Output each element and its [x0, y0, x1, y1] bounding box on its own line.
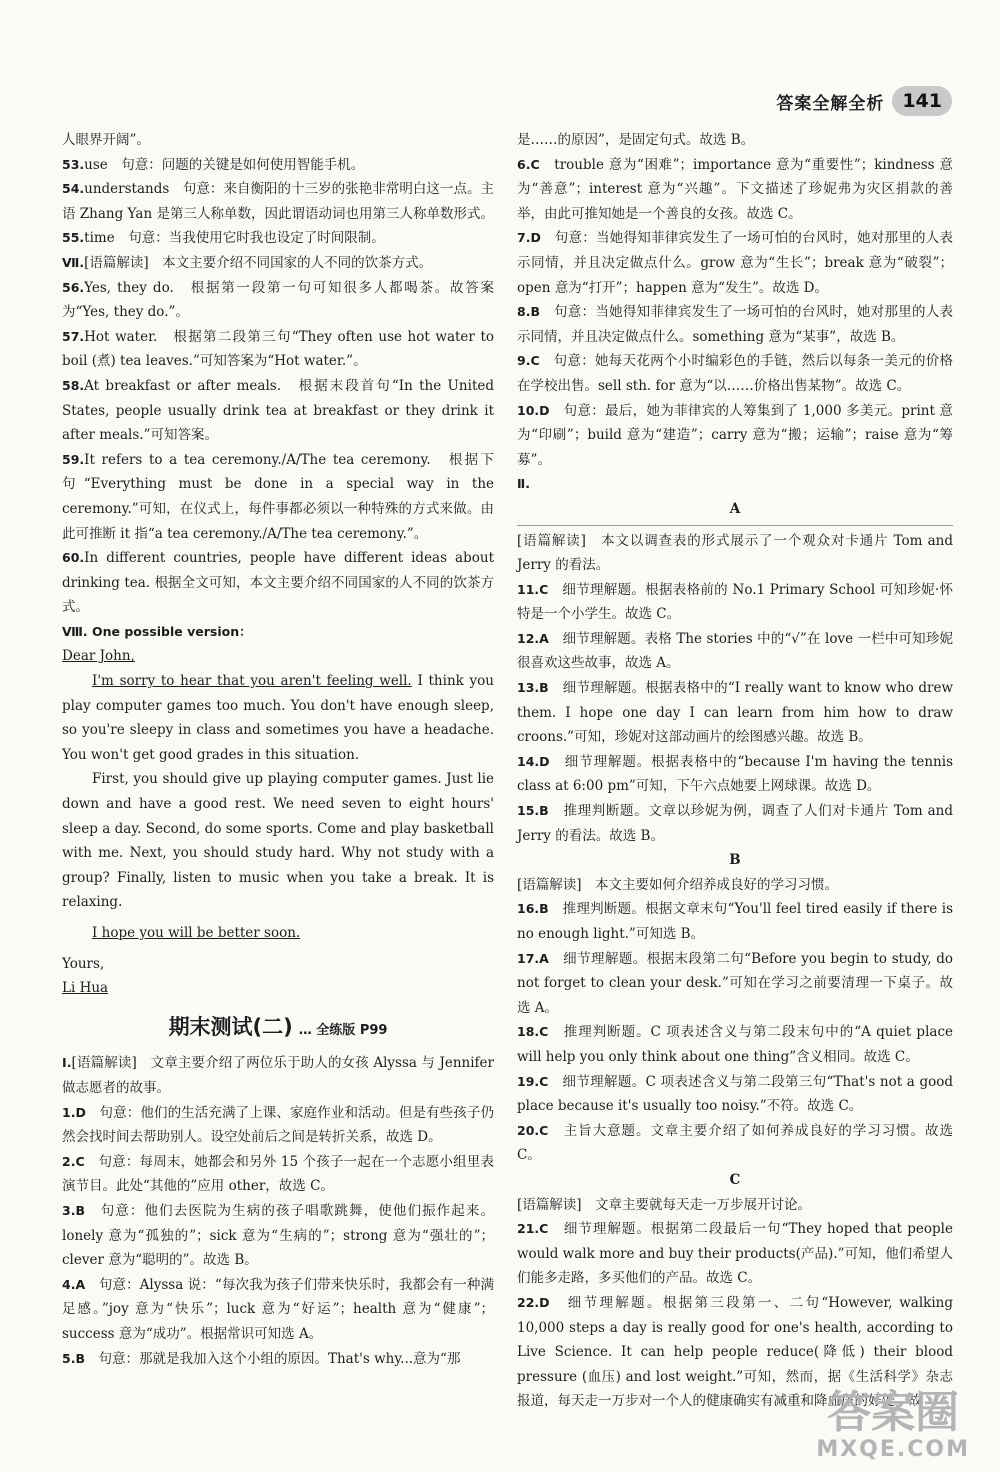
answer-number: 59. — [62, 451, 85, 467]
answer-number: Ⅶ. — [62, 254, 85, 270]
answer-item — [517, 349, 953, 398]
sample-letter — [62, 644, 494, 1000]
answer-item — [62, 1101, 494, 1150]
answer-item — [62, 1347, 494, 1372]
answer-item — [62, 325, 494, 374]
answer-text: 句意：她每天花两个小时编彩色的手链，然后以每条一美元的价格在学校出售。sell sth. for 意为“以……价格出售某物”。故选 C。 — [517, 353, 953, 394]
answer-text: time 句意：当我使用它时我也设定了时间限制。 — [84, 230, 385, 247]
answer-item — [62, 1273, 494, 1347]
answer-number: 5.B — [62, 1350, 85, 1366]
answer-item — [517, 750, 953, 799]
watermark-text: 答案圈 — [827, 1387, 960, 1438]
divider — [517, 525, 953, 526]
page-header — [776, 84, 952, 118]
intro-b: [语篇解读] 本文主要如何介绍养成良好的学习习惯。 — [517, 876, 839, 893]
answer-number: 13.B — [517, 680, 549, 696]
answer-text: Hot water. 根据第二段第三句“They often use hot water to boil (煮) tea leaves.”可知答案为“Hot water.”。 — [62, 328, 494, 370]
answer-item — [517, 676, 953, 750]
answer-item — [517, 399, 953, 473]
right-column — [517, 128, 953, 1414]
letter-paragraph-1-rest: I think you play computer games too much. You don't have enough sleep, so you're sleepy in class and sometimes you have a headache. You won't get good grades in this situation. — [62, 673, 494, 763]
intro-c: [语篇解读] 文章主要就每天走一万步展开讨论。 — [517, 1196, 812, 1213]
answer-number: 58. — [62, 377, 85, 393]
answer-item — [62, 251, 494, 276]
answer-text: 细节理解题。根据第三段第一、二句“However, walking 10,000 steps a day is really good for one's health, according to Live Science. It can help people reduce(降低) their blood pressure (血压) and lost weight.”可知，然而，据《生活科学》杂志报道，每天走一万步对一个人的健康确实有减重和降血压的好处。故 — [517, 1294, 953, 1410]
essay-heading: Ⅷ. One possible version： — [62, 623, 252, 639]
part2-label: Ⅱ. — [517, 476, 530, 492]
section-c-heading: C — [729, 1171, 741, 1188]
answer-item — [62, 546, 494, 620]
answer-number: 19.C — [517, 1073, 549, 1089]
answer-text: [语篇解读] 本文主要介绍不同国家的人不同的饮茶方式。 — [84, 254, 433, 271]
section-title-main: 期末测试(二) — [168, 1014, 293, 1039]
answer-item — [62, 226, 494, 251]
answer-text: 推理判断题。文章以珍妮为例，调查了人们对卡通片 Tom and Jerry 的看法。故选 B。 — [517, 803, 953, 844]
answer-text: [语篇解读] 文章主要介绍了两位乐于助人的女孩 Alyssa 与 Jennifer 做志愿者的故事。 — [62, 1055, 494, 1096]
answer-item: 是……的原因”，是固定句式。故选 B。 — [517, 132, 755, 148]
answer-text: trouble 意为“困难”；importance 意为“重要性”；kindness 意为“善意”；interest 意为“兴趣”。下文描述了珍妮弗为灾区捐款的善举，由此可推知她是一个善良的女孩。故选 C。 — [517, 156, 953, 222]
answer-list-b — [517, 897, 953, 1168]
answer-text: Yes, they do. 根据第一段第一句可知很多人都喝茶。故答案为“Yes, they do.”。 — [62, 279, 494, 321]
letter-closing: I hope you will be better soon. — [92, 925, 301, 941]
answer-text: 细节理解题。C 项表述含义与第二段第三句“That's not a good place because it's usually too noisy.”不符。故选 C。 — [517, 1073, 953, 1115]
answer-number: 53. — [62, 156, 85, 172]
answer-number: 57. — [62, 328, 85, 344]
answer-text: 句意：Alyssa 说：“每次我为孩子们带来快乐时，我都会有一种满足感。”joy 意为“快乐”；luck 意为“好运”；health 意为“健康”；success 意为“成功”。根据常识可知选 A。 — [62, 1276, 494, 1342]
left-answer-list-2 — [62, 1051, 494, 1371]
answer-number: 10.D — [517, 402, 550, 418]
answer-number: 17.A — [517, 950, 549, 966]
intro-a: [语篇解读] 本文以调查表的形式展示了一个观众对卡通片 Tom and Jerry 的看法。 — [517, 532, 953, 574]
left-column — [62, 128, 494, 1371]
answer-number: 16.B — [517, 901, 549, 917]
answer-item — [517, 226, 953, 300]
answer-number: 54. — [62, 181, 85, 197]
section-b-heading: B — [729, 852, 741, 869]
answer-text: 句意：当她得知菲律宾发生了一场可怕的台风时，她对那里的人表示同情，并且决定做点什么。something 意为“某事”，故选 B。 — [517, 304, 953, 345]
answer-list-c — [517, 1217, 953, 1414]
answer-item — [517, 1119, 953, 1168]
answer-text: understands 句意：来自衡阳的十三岁的张艳非常明白这一点。主语 Zhang Yan 是第三人称单数，因此谓语动词也用第三人称单数形式。 — [62, 181, 494, 222]
page-number: 141 — [892, 86, 952, 116]
answer-number: 12.A — [517, 630, 549, 646]
answer-number: 1.D — [62, 1104, 86, 1120]
watermark-logo — [816, 1387, 970, 1462]
answer-number: 9.C — [517, 353, 540, 369]
answer-text: 细节理解题。表格 The stories 中的“√”在 love 一栏中可知珍妮很喜欢这些故事，故选 A。 — [517, 630, 953, 672]
answer-text: 推理判断题。根据文章末句“You'll feel tired easily if there is no enough light.”可知选 B。 — [517, 901, 953, 942]
answer-item — [62, 1150, 494, 1199]
answer-text: 推理判断题。C 项表述含义与第二段末句中的“A quiet place will help you only think about one thing”含义相同。故选 C。 — [517, 1024, 953, 1065]
answer-item — [517, 897, 953, 946]
answer-number: 15.B — [517, 803, 549, 819]
answer-text: 细节理解题。根据表格前的 No.1 Primary School 可知珍妮·怀特是一个小学生。故选 C。 — [517, 581, 953, 623]
answer-item — [62, 374, 494, 448]
answer-number: 3.B — [62, 1202, 85, 1218]
answer-text: 主旨大意题。文章主要介绍了如何养成良好的学习习惯。故选 C。 — [517, 1122, 953, 1164]
answer-number: 20.C — [517, 1122, 549, 1138]
left-answer-list — [62, 128, 494, 620]
right-answer-list — [517, 128, 953, 472]
answer-number: 11.C — [517, 581, 549, 597]
answer-item — [517, 627, 953, 676]
answer-number: 4.A — [62, 1276, 86, 1292]
answer-item — [517, 799, 953, 848]
section-title-ref: … 全练版 P99 — [298, 1022, 388, 1038]
answer-text: 细节理解题。根据第二段最后一句“They hoped that people would walk more and buy their products(产品).”可知，他们希望人们能多走路，多买他们的产品。故选 C。 — [517, 1221, 953, 1287]
answer-item: 人眼界开阔”。 — [62, 132, 150, 148]
answer-number: 6.C — [517, 156, 540, 172]
answer-item — [62, 153, 494, 178]
letter-topic-sentence: I'm sorry to hear that you aren't feeling well. — [92, 673, 412, 690]
answer-item — [62, 448, 494, 546]
answer-item — [517, 1217, 953, 1291]
answer-text: 句意：每周末，她都会和另外 15 个孩子一起在一个志愿小组里表演节目。此处“其他的”应用 other，故选 C。 — [62, 1153, 494, 1195]
answer-number: 2.C — [62, 1153, 85, 1169]
answer-item — [517, 947, 953, 1021]
answer-number: 21.C — [517, 1221, 549, 1237]
answer-text: 句意：他们的生活充满了上课、家庭作业和活动。但是有些孩子仍然会找时间去帮助别人。设空处前后之间是转折关系，故选 D。 — [62, 1104, 494, 1146]
answer-item — [517, 1020, 953, 1069]
answer-list-a — [517, 578, 953, 849]
answer-text: 句意：当她得知菲律宾发生了一场可怕的台风时，她对那里的人表示同情，并且决定做点什么。grow 意为“生长”；break 意为“破裂”；open 意为“打开”；happen 意为“发生”。故选 D。 — [517, 230, 953, 296]
answer-item — [62, 276, 494, 325]
answer-number: 60. — [62, 550, 85, 566]
answer-item — [517, 300, 953, 349]
answer-number: 56. — [62, 279, 85, 295]
answer-item — [517, 153, 953, 227]
answer-text: At breakfast or after meals. 根据末段首句“In the United States, people usually drink tea at breakfast or they drink it after meals.”可知答案。 — [62, 377, 494, 444]
letter-salutation: Dear John, — [62, 648, 135, 665]
answer-text: 句意：那就是我加入这个小组的原因。That's why...意为“那 — [84, 1350, 461, 1367]
answer-text: 句意：他们去医院为生病的孩子唱歌跳舞，使他们振作起来。lonely 意为“孤独的”；sick 意为“生病的”；strong 意为“强壮的”；clever 意为“聪明的”。故选 B。 — [62, 1202, 494, 1269]
answer-text: 句意：最后，她为菲律宾的人筹集到了 1,000 多美元。print 意为“印刷”；build 意为“建造”；carry 意为“搬；运输”；raise 意为“筹募”。 — [517, 402, 953, 468]
answer-item — [62, 177, 494, 226]
answer-number: 14.D — [517, 753, 550, 769]
answer-number: Ⅰ. — [62, 1055, 72, 1071]
answer-item — [62, 1199, 494, 1273]
letter-sign-off: Yours, — [62, 955, 105, 972]
answer-number: 18.C — [517, 1024, 549, 1040]
answer-text: 细节理解题。根据表格中的“because I'm having the tennis class at 6:00 pm”可知，下午六点她要上网球课。故选 D。 — [517, 753, 953, 795]
answer-text: It refers to a tea ceremony./A/The tea ceremony. 根据下句“Everything must be done in a special way in the ceremony.”可知，在仪式上，每件事都必须以一种特殊的方式来做。由此可推断 it 指“a tea ceremony./A/The tea ceremony.”。 — [62, 451, 494, 542]
answer-item — [517, 1070, 953, 1119]
answer-item — [62, 1051, 494, 1100]
letter-paragraph-2: First, you should give up playing computer games. Just lie down and have a good rest. We need seven to eight hours' sleep a day. Second, do some sports. Come and play basketball with me. Next, you should study hard. Why not study with a group? Finally, listen to music when you take a break. It is relaxing. — [62, 771, 494, 911]
answer-item — [517, 578, 953, 627]
answer-number: 7.D — [517, 230, 541, 246]
section-title — [62, 1015, 494, 1044]
header-title: 答案全解全析 — [776, 93, 885, 114]
answer-number: 55. — [62, 230, 85, 246]
answer-text: In different countries, people have different ideas about drinking tea. 根据全文可知，本文主要介绍不同国家的人不同的饮茶方式。 — [62, 550, 494, 616]
section-a-heading: A — [729, 500, 741, 517]
answer-number: 22.D — [517, 1294, 550, 1310]
answer-text: 细节理解题。根据表格中的“I really want to know who drew them. I hope one day I can learn from him how to draw croons.”可知，珍妮对这部动画片的绘图感兴趣。故选 B。 — [517, 680, 953, 746]
answer-text: 细节理解题。根据末段第二句“Before you begin to study, do not forget to clean your desk.”可知在学习之前要清理一下桌子。故选 A。 — [517, 950, 953, 1016]
watermark-url: MXQE.COM — [816, 1437, 970, 1462]
letter-signature: Li Hua — [62, 980, 109, 997]
answer-text: use 句意：问题的关键是如何使用智能手机。 — [84, 156, 365, 173]
letter-paragraph-1 — [62, 669, 494, 767]
answer-number: 8.B — [517, 304, 540, 320]
